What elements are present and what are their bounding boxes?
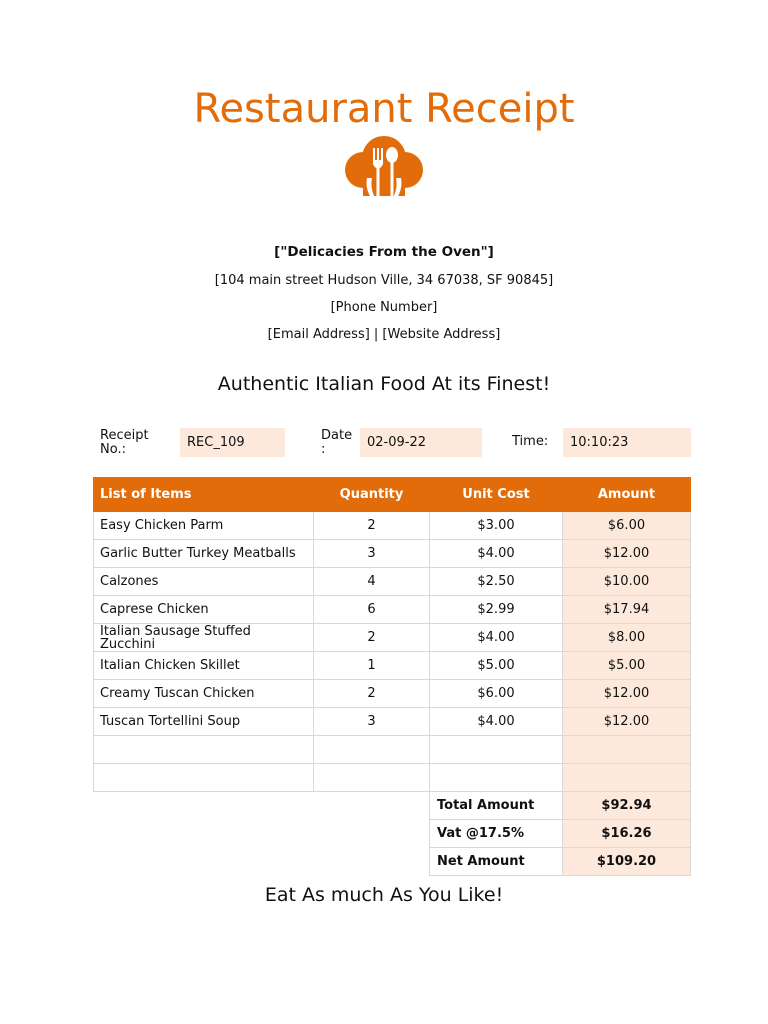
- item-quantity[interactable]: 4: [314, 568, 430, 596]
- item-name[interactable]: Tuscan Tortellini Soup: [94, 708, 314, 736]
- receipt-label-line-1: Receipt: [100, 428, 149, 443]
- item-unit-cost[interactable]: $4.00: [430, 540, 563, 568]
- item-unit-cost[interactable]: $4.00: [430, 624, 563, 652]
- header-unit-cost: Unit Cost: [430, 478, 563, 512]
- item-name[interactable]: Easy Chicken Parm: [94, 512, 314, 540]
- item-amount: [563, 764, 691, 792]
- date-label: [321, 429, 352, 457]
- total-amount-value: $92.94: [563, 792, 691, 820]
- item-amount: $6.00: [563, 512, 691, 540]
- table-row: [94, 540, 691, 568]
- item-amount: $12.00: [563, 708, 691, 736]
- item-quantity[interactable]: 2: [314, 680, 430, 708]
- item-quantity[interactable]: [314, 764, 430, 792]
- item-name[interactable]: [94, 764, 314, 792]
- table-row: [94, 596, 691, 624]
- table-row: [94, 680, 691, 708]
- item-unit-cost[interactable]: $6.00: [430, 680, 563, 708]
- business-address: [104 main street Hudson Ville, 34 67038, SF 90845]: [214, 273, 554, 288]
- item-name-text: Italian Sausage Stuffed Zucchini: [100, 623, 251, 652]
- table-row: [94, 568, 691, 596]
- item-name[interactable]: Caprese Chicken: [94, 596, 314, 624]
- table-header-row: [94, 478, 691, 512]
- item-quantity[interactable]: 3: [314, 540, 430, 568]
- item-unit-cost[interactable]: $2.99: [430, 596, 563, 624]
- vat-value: $16.26: [563, 820, 691, 848]
- item-quantity[interactable]: [314, 736, 430, 764]
- table-row: [94, 624, 691, 652]
- table-row: [94, 764, 691, 792]
- chef-hat-fork-spoon-icon: [343, 136, 425, 198]
- item-amount: $17.94: [563, 596, 691, 624]
- item-unit-cost[interactable]: $3.00: [430, 512, 563, 540]
- net-amount-label: Net Amount: [430, 848, 563, 876]
- vat-label: Vat @17.5%: [430, 820, 563, 848]
- receipt-label-line-2: No.:: [100, 442, 126, 457]
- table-row: [94, 652, 691, 680]
- date-label-line-1: Date: [321, 428, 353, 443]
- items-table: [93, 477, 691, 876]
- item-quantity[interactable]: 3: [314, 708, 430, 736]
- item-unit-cost[interactable]: $4.00: [430, 708, 563, 736]
- time-field[interactable]: 10:10:23: [563, 428, 691, 457]
- item-unit-cost[interactable]: [430, 764, 563, 792]
- item-name[interactable]: [94, 736, 314, 764]
- item-quantity[interactable]: 6: [314, 596, 430, 624]
- footer-message: Eat As much As You Like!: [264, 884, 504, 906]
- item-amount: [563, 736, 691, 764]
- item-unit-cost[interactable]: [430, 736, 563, 764]
- date-field[interactable]: 02-09-22: [360, 428, 482, 457]
- item-name[interactable]: Garlic Butter Turkey Meatballs: [94, 540, 314, 568]
- header-amount: Amount: [563, 478, 691, 512]
- time-label: Time:: [512, 434, 549, 449]
- table-row: [94, 512, 691, 540]
- item-quantity[interactable]: 2: [314, 512, 430, 540]
- item-name[interactable]: Italian Chicken Skillet: [94, 652, 314, 680]
- tagline: Authentic Italian Food At its Finest!: [217, 373, 551, 395]
- item-amount: $12.00: [563, 680, 691, 708]
- item-amount: $10.00: [563, 568, 691, 596]
- item-unit-cost[interactable]: $2.50: [430, 568, 563, 596]
- date-label-line-2: :: [321, 442, 326, 457]
- net-amount-row: [94, 848, 691, 876]
- table-row: [94, 736, 691, 764]
- item-quantity[interactable]: 1: [314, 652, 430, 680]
- vat-row: [94, 820, 691, 848]
- item-unit-cost[interactable]: $5.00: [430, 652, 563, 680]
- receipt-number-label: [100, 429, 149, 457]
- item-name[interactable]: [94, 624, 314, 652]
- item-quantity[interactable]: 2: [314, 624, 430, 652]
- net-amount-value: $109.20: [563, 848, 691, 876]
- table-row: [94, 708, 691, 736]
- business-name: ["Delicacies From the Oven"]: [274, 244, 494, 260]
- item-amount: $8.00: [563, 624, 691, 652]
- item-name[interactable]: Creamy Tuscan Chicken: [94, 680, 314, 708]
- business-phone: [Phone Number]: [330, 300, 438, 315]
- total-amount-label: Total Amount: [430, 792, 563, 820]
- item-name[interactable]: Calzones: [94, 568, 314, 596]
- business-email-website: [Email Address] | [Website Address]: [267, 327, 501, 342]
- receipt-number-field[interactable]: REC_109: [180, 428, 285, 457]
- item-amount: $5.00: [563, 652, 691, 680]
- header-quantity: Quantity: [314, 478, 430, 512]
- total-amount-row: [94, 792, 691, 820]
- receipt-title: Restaurant Receipt: [193, 86, 575, 132]
- header-list-of-items: List of Items: [94, 478, 314, 512]
- item-amount: $12.00: [563, 540, 691, 568]
